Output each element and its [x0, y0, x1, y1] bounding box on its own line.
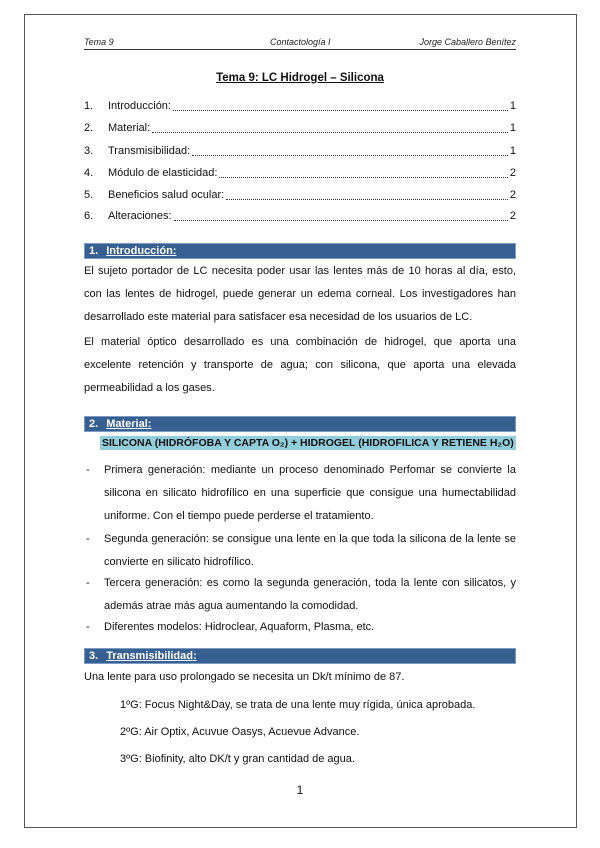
- section-title: Introducción:: [106, 245, 177, 257]
- section-heading-introduccion: [84, 243, 516, 259]
- toc-page: 2: [509, 189, 516, 201]
- toc-label: Material:: [108, 122, 151, 134]
- list-item: - Tercera generación: es como la segunda generación, toda la lente con silicatos, y además atrae más agua aumentando la comodidad.: [84, 572, 516, 618]
- toc-leader: [219, 167, 507, 178]
- section-title: Transmisibilidad:: [106, 650, 197, 662]
- header-right: Jorge Caballero Benítez: [419, 37, 516, 47]
- list-item-text: Tercera generación: es como la segunda generación, toda la lente con silicatos, y además atrae más agua aumentando la comodidad.: [104, 577, 516, 612]
- document-title: Tema 9: LC Hidrogel – Silicona: [216, 72, 384, 84]
- paragraph: El material óptico desarrollado es una combinación de hidrogel, que aporta una excelente retención y transporte de agua; con silicona, que aporta una elevada permeabilidad a los gases.: [84, 336, 516, 394]
- section-num: 3.: [89, 650, 99, 662]
- toc-leader: [152, 122, 508, 133]
- toc-entry[interactable]: [84, 167, 516, 181]
- toc-num: 5.: [84, 189, 94, 201]
- toc-label: Transmisibilidad:: [108, 145, 191, 157]
- toc-page: 1: [509, 122, 516, 134]
- toc-num: 4.: [84, 167, 94, 179]
- section-title: Material:: [106, 418, 152, 430]
- generation-item: 2ºG: Air Optix, Acuvue Oasys, Acuevue Advance.: [120, 726, 360, 738]
- toc-entry[interactable]: [84, 189, 516, 203]
- toc-page: 1: [509, 145, 516, 157]
- toc-num: 6.: [84, 210, 94, 222]
- page-number: 1: [296, 783, 304, 797]
- toc-page: 2: [509, 210, 516, 222]
- toc-entry[interactable]: [84, 122, 516, 136]
- generation-item: 1ºG: Focus Night&Day, se trata de una lente muy rígida, única aprobada.: [120, 699, 476, 711]
- list-item-text: Segunda generación: se consigue una lente en la que toda la silicona de la lente se convierte en silicato hidrofílico.: [104, 533, 516, 568]
- generation-item: 3ºG: Biofinity, alto DK/t y gran cantidad de agua.: [120, 753, 355, 765]
- list-item: - Diferentes modelos: Hidroclear, Aquaform, Plasma, etc.: [84, 616, 516, 639]
- toc-num: 3.: [84, 145, 94, 157]
- toc-leader: [173, 100, 508, 111]
- toc-leader: [174, 210, 508, 221]
- section-heading-material: [84, 416, 516, 432]
- list-item-text: Primera generación: mediante un proceso denominado Perfomar se convierte la silicona en silicato hidrofílico en una superficie que consigue una humectabilidad uniforme. Con el tiempo puede perderse el tratamiento.: [104, 464, 516, 522]
- toc-leader: [226, 189, 508, 200]
- header-left: Tema 9: [84, 37, 114, 47]
- toc-page: 2: [509, 167, 516, 179]
- toc-num: 1.: [84, 100, 94, 112]
- section-num: 1.: [89, 245, 99, 257]
- section-num: 2.: [89, 418, 99, 430]
- toc-leader: [192, 145, 508, 156]
- list-item: - Primera generación: mediante un proceso denominado Perfomar se convierte la silicona en silicato hidrofílico en una superficie que consigue una humectabilidad uniforme. Con el tiempo puede perderse el tratamiento.: [84, 459, 516, 528]
- list-item-text: Diferentes modelos: Hidroclear, Aquaform, Plasma, etc.: [104, 621, 375, 633]
- toc-label: Beneficios salud ocular:: [108, 189, 225, 201]
- list-item: - Segunda generación: se consigue una lente en la que toda la silicona de la lente se convierte en silicato hidrofílico.: [84, 528, 516, 574]
- toc-entry[interactable]: [84, 210, 516, 224]
- toc-entry[interactable]: [84, 145, 516, 159]
- toc-label: Alteraciones:: [108, 210, 172, 222]
- toc-entry[interactable]: [84, 100, 516, 114]
- paragraph: Una lente para uso prolongado se necesita un Dk/t mínimo de 87.: [84, 671, 405, 683]
- toc-label: Módulo de elasticidad:: [108, 167, 218, 179]
- toc-num: 2.: [84, 122, 94, 134]
- toc-label: Introducción:: [108, 100, 171, 112]
- section-heading-transmisibilidad: [84, 648, 516, 664]
- toc-page: 1: [509, 100, 516, 112]
- page-header: [84, 36, 516, 50]
- highlighted-formula: SILICONA (HIDRÓFOBA Y CAPTA O₂) + HIDROGEL (HIDROFILICA Y RETIENE H₂O): [102, 437, 514, 449]
- paragraph: El sujeto portador de LC necesita poder usar las lentes más de 10 horas al día, esto, con las lentes de hidrogel, puede generar un edema corneal. Los investigadores han desarrollado este material para satisfacer esa necesidad de los usuarios de LC.: [84, 265, 516, 323]
- header-center: Contactología I: [270, 37, 331, 47]
